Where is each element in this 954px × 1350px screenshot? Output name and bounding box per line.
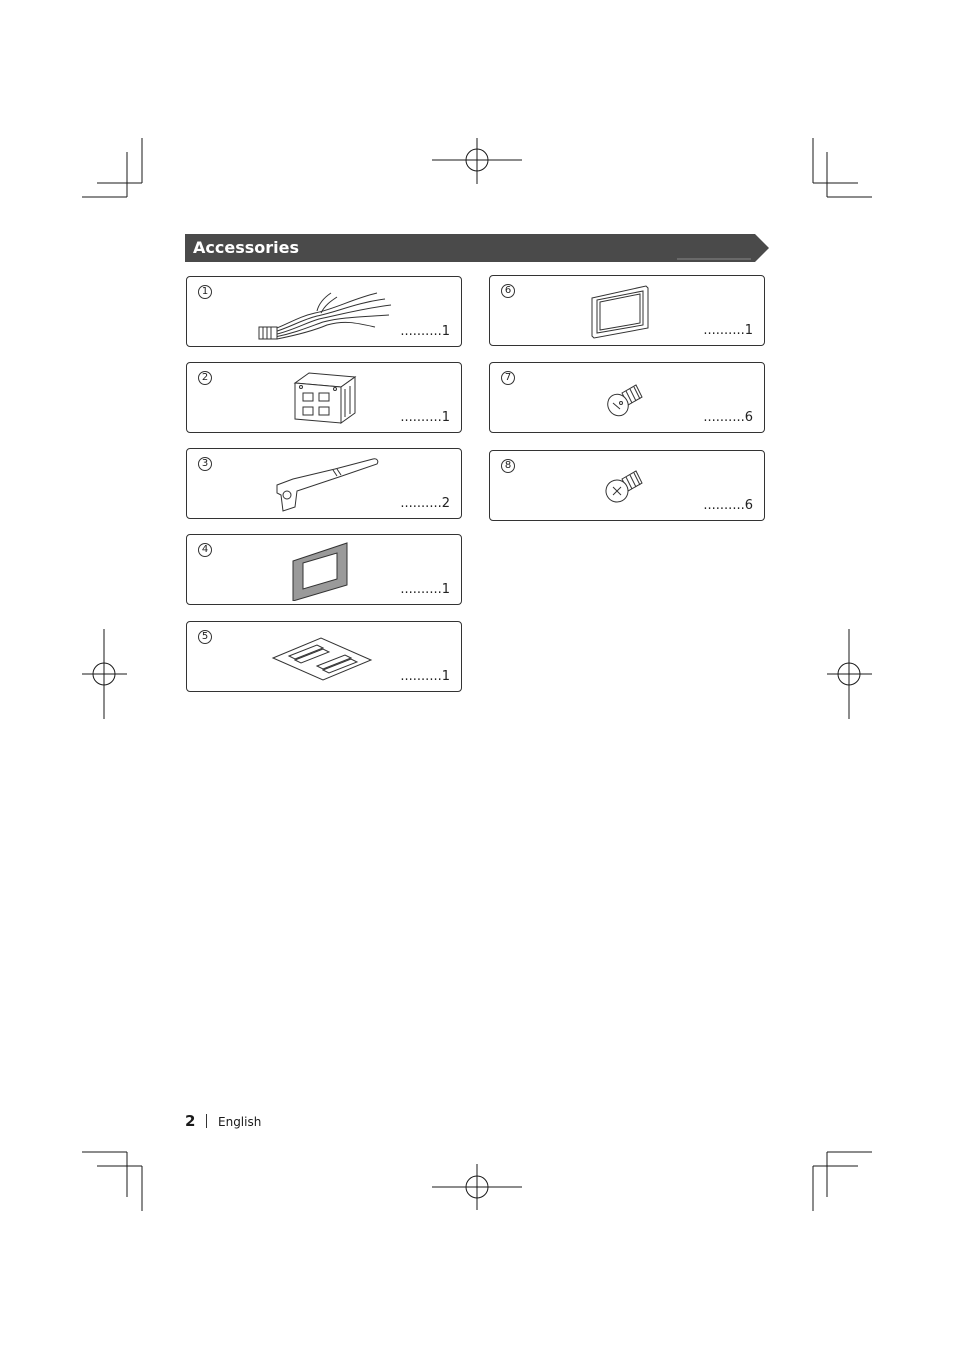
item-quantity: ..........2: [400, 496, 450, 511]
accessory-card-8: [489, 450, 765, 521]
accessory-card-7: [489, 362, 765, 433]
extraction-key-icon: [273, 455, 381, 513]
item-number: 5: [198, 630, 212, 644]
footer-language: English: [218, 1115, 262, 1129]
item-number: 3: [198, 457, 212, 471]
item-number: 6: [501, 284, 515, 298]
flat-head-screw-icon: [604, 383, 646, 419]
escutcheon-frame-icon: [588, 284, 652, 340]
item-number: 2: [198, 371, 212, 385]
item-number: 4: [198, 543, 212, 557]
item-quantity: ..........1: [400, 410, 450, 425]
item-number: 7: [501, 371, 515, 385]
accessory-card-2: [186, 362, 462, 433]
item-quantity: ..........1: [400, 669, 450, 684]
page-number: 2: [185, 1112, 196, 1130]
mounting-sleeve-icon: [289, 369, 361, 427]
accessory-card-6: [489, 275, 765, 346]
footer-separator: [206, 1114, 207, 1128]
accessory-card-5: [186, 621, 462, 692]
item-quantity: ..........1: [703, 323, 753, 338]
item-quantity: ..........6: [703, 498, 753, 513]
adhesive-sheet-icon: [271, 636, 375, 682]
item-number: 8: [501, 459, 515, 473]
item-quantity: ..........1: [400, 324, 450, 339]
item-number: 1: [198, 285, 212, 299]
phillips-screw-icon: [602, 469, 646, 505]
item-quantity: ..........6: [703, 410, 753, 425]
accessory-card-1: [186, 276, 462, 347]
wiring-harness-icon: [257, 287, 397, 343]
section-header: [185, 234, 770, 262]
item-quantity: ..........1: [400, 582, 450, 597]
section-title: Accessories: [193, 238, 299, 257]
accessory-card-3: [186, 448, 462, 519]
accessory-card-4: [186, 534, 462, 605]
trim-plate-icon: [289, 539, 351, 601]
